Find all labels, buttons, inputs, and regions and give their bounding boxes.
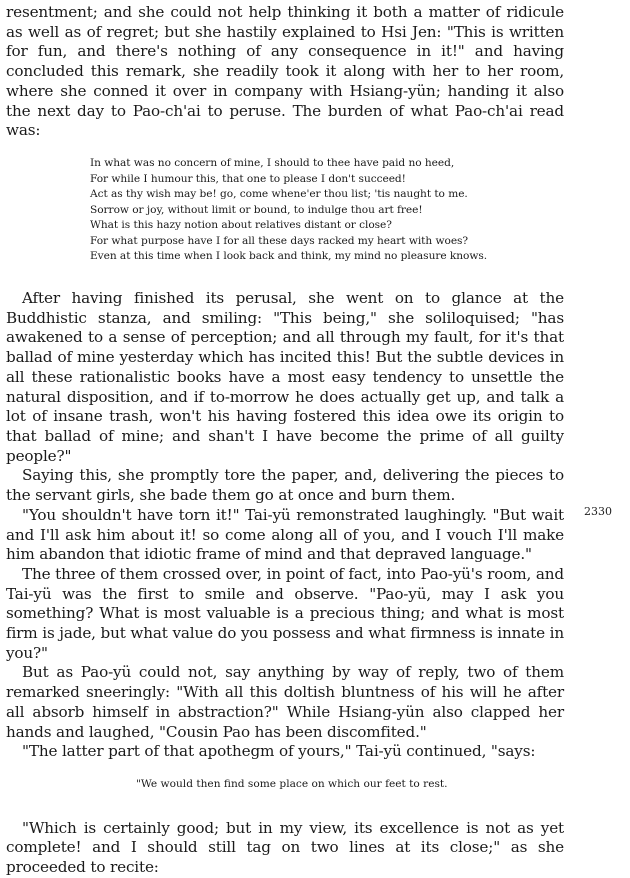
verse-line-6: For what purpose have I for all these days racked my heart with woes? bbox=[90, 234, 469, 247]
quoted-verse-line: "We would then find some place on which our feet to rest. bbox=[136, 777, 448, 790]
paragraph-remonstrated: "You shouldn't have torn it!" Tai-yü remonstrated laughingly. "But wait and I'll ask him about it! so come along all of you, and I vouch I'll make him abandon that idiotic frame of mind and that depraved language." bbox=[6, 505, 564, 564]
verse-line-3: Act as thy wish may be! go, come whene'er thou list; 'tis naught to me. bbox=[90, 188, 468, 201]
paragraph-tore-paper: Saying this, she promptly tore the paper, and, delivering the pieces to the servant girls, she bade them go at once and burn them. bbox=[6, 466, 564, 505]
paragraph-no-reply: But as Pao-yü could not, say anything by way of reply, two of them remarked sneeringly: "With all this doltish bluntness of his will he after all absorb himself in abstraction?" While Hsiang-yün also clapped her hands and laughed, "Cousin Pao has been discomfited." bbox=[6, 663, 564, 741]
paragraph-apothegm: "The latter part of that apothegm of yours," Tai-yü continued, "says: bbox=[22, 742, 536, 761]
paragraph-resentment: resentment; and she could not help thinking it both a matter of ridicule as well as of regret; but she hastily explained to Hsi Jen: "This is written for fun, and there's nothing of any consequence in it!" and having concluded this remark, she readily took it along with her to her room, where she conned it over in company with Hsiang-yün; handing it also the next day to Pao-ch'ai to peruse. The burden of what Pao-ch'ai read was: bbox=[6, 3, 564, 140]
verse-line-4: Sorrow or joy, without limit or bound, to indulge thou art free! bbox=[90, 203, 423, 216]
paragraph-perusal: After having finished its perusal, she went on to glance at the Buddhistic stanza, and smiling: "This being," she soliloquised; "has awakened to a sense of perception; and all through my fault, for it's that ballad of mine yesterday which has incited this! But the subtle devices in all these rationalistic books have a most easy tendency to unsettle the natural disposition, and if to-morrow he does actually get up, and talk a lot of insane trash, won't his having fostered this idea owe its origin to that ballad of mine; and shan't I have become the prime of all guilty people?" bbox=[6, 289, 564, 465]
page-number: 2330 bbox=[584, 505, 612, 518]
paragraph-tag-on: "Which is certainly good; but in my view, its excellence is not as yet complete! and I should still tag on two lines at its close;" as she proceeded to recite: bbox=[6, 818, 564, 876]
verse-line-5: What is this hazy notion about relatives distant or close? bbox=[90, 219, 392, 232]
verse-line-1: In what was no concern of mine, I should to thee have paid no heed, bbox=[90, 156, 455, 169]
page-body bbox=[6, 3, 564, 878]
paragraph-crossed-over: The three of them crossed over, in point of fact, into Pao-yü's room, and Tai-yü was the first to smile and observe. "Pao-yü, may I ask you something? What is most valuable is a precious thing; and what is most firm is jade, but what value do you possess and what firmness is innate in you?" bbox=[6, 564, 564, 662]
verse-line-2: For while I humour this, that one to please I don't succeed! bbox=[90, 172, 406, 185]
verse-line-7: Even at this time when I look back and think, my mind no pleasure knows. bbox=[90, 250, 488, 263]
verse-block bbox=[90, 156, 564, 265]
